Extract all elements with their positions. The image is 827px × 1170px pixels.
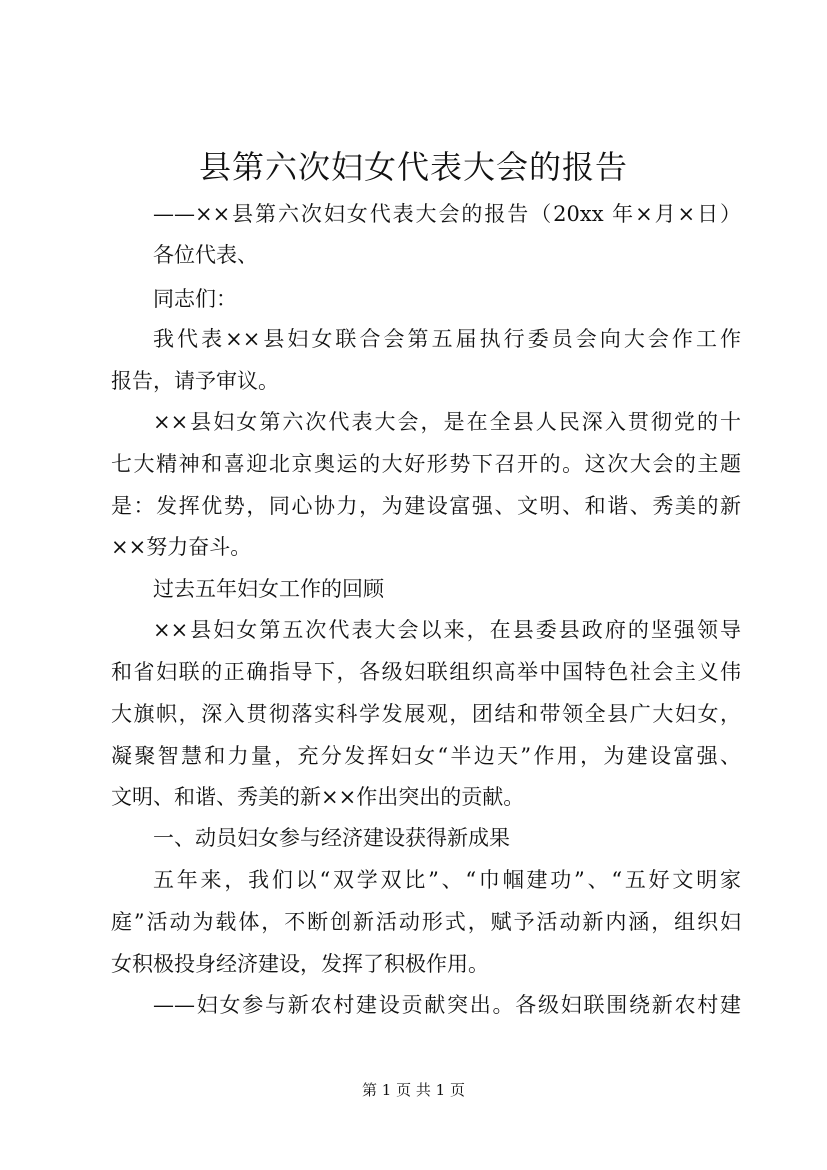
body-line: ××县妇女第五次代表大会以来，在县委县政府的坚强领导 [153,618,741,642]
body-line: 五年来，我们以“双学双比”、“巾帼建功”、“五好文明家 [153,868,741,892]
body-line: 是：发挥优势，同心协力，为建设富强、文明、和谐、秀美的新 [111,494,741,518]
body-line: 女积极投身经济建设，发挥了积极作用。 [111,952,489,976]
body-line: 和省妇联的正确指导下，各级妇联组织高举中国特色社会主义伟 [111,660,741,684]
body-line: ——妇女参与新农村建设贡献突出。各级妇联围绕新农村建 [153,993,741,1017]
section-heading: 一、动员妇女参与经济建设获得新成果 [153,826,510,850]
salutation-line: 各位代表、 [153,243,258,267]
body-line: ××努力奋斗。 [111,535,252,559]
page-footer: 第 1 页 共 1 页 [362,1081,465,1099]
body-line: 凝聚智慧和力量，充分发挥妇女“半边天”作用，为建设富强、 [111,744,741,768]
body-line: 报告，请予审议。 [111,369,279,393]
salutation-line: 同志们： [153,287,237,311]
section-heading: 过去五年妇女工作的回顾 [153,577,384,601]
body-line: ××县妇女第六次代表大会，是在全县人民深入贯彻党的十 [153,410,741,434]
body-line: 庭”活动为载体，不断创新活动形式，赋予活动新内涵，组织妇 [111,910,741,934]
body-line: 文明、和谐、秀美的新××作出突出的贡献。 [111,785,525,809]
body-line: 我代表××县妇女联合会第五届执行委员会向大会作工作 [153,327,741,351]
body-line: 大旗帜，深入贯彻落实科学发展观，团结和带领全县广大妇女， [111,702,741,726]
document-title: 县第六次妇女代表大会的报告 [198,148,628,186]
subtitle-line: ——××县第六次妇女代表大会的报告（20xx 年×月×日） [153,202,741,226]
body-line: 七大精神和喜迎北京奥运的大好形势下召开的。这次大会的主题 [111,452,741,476]
